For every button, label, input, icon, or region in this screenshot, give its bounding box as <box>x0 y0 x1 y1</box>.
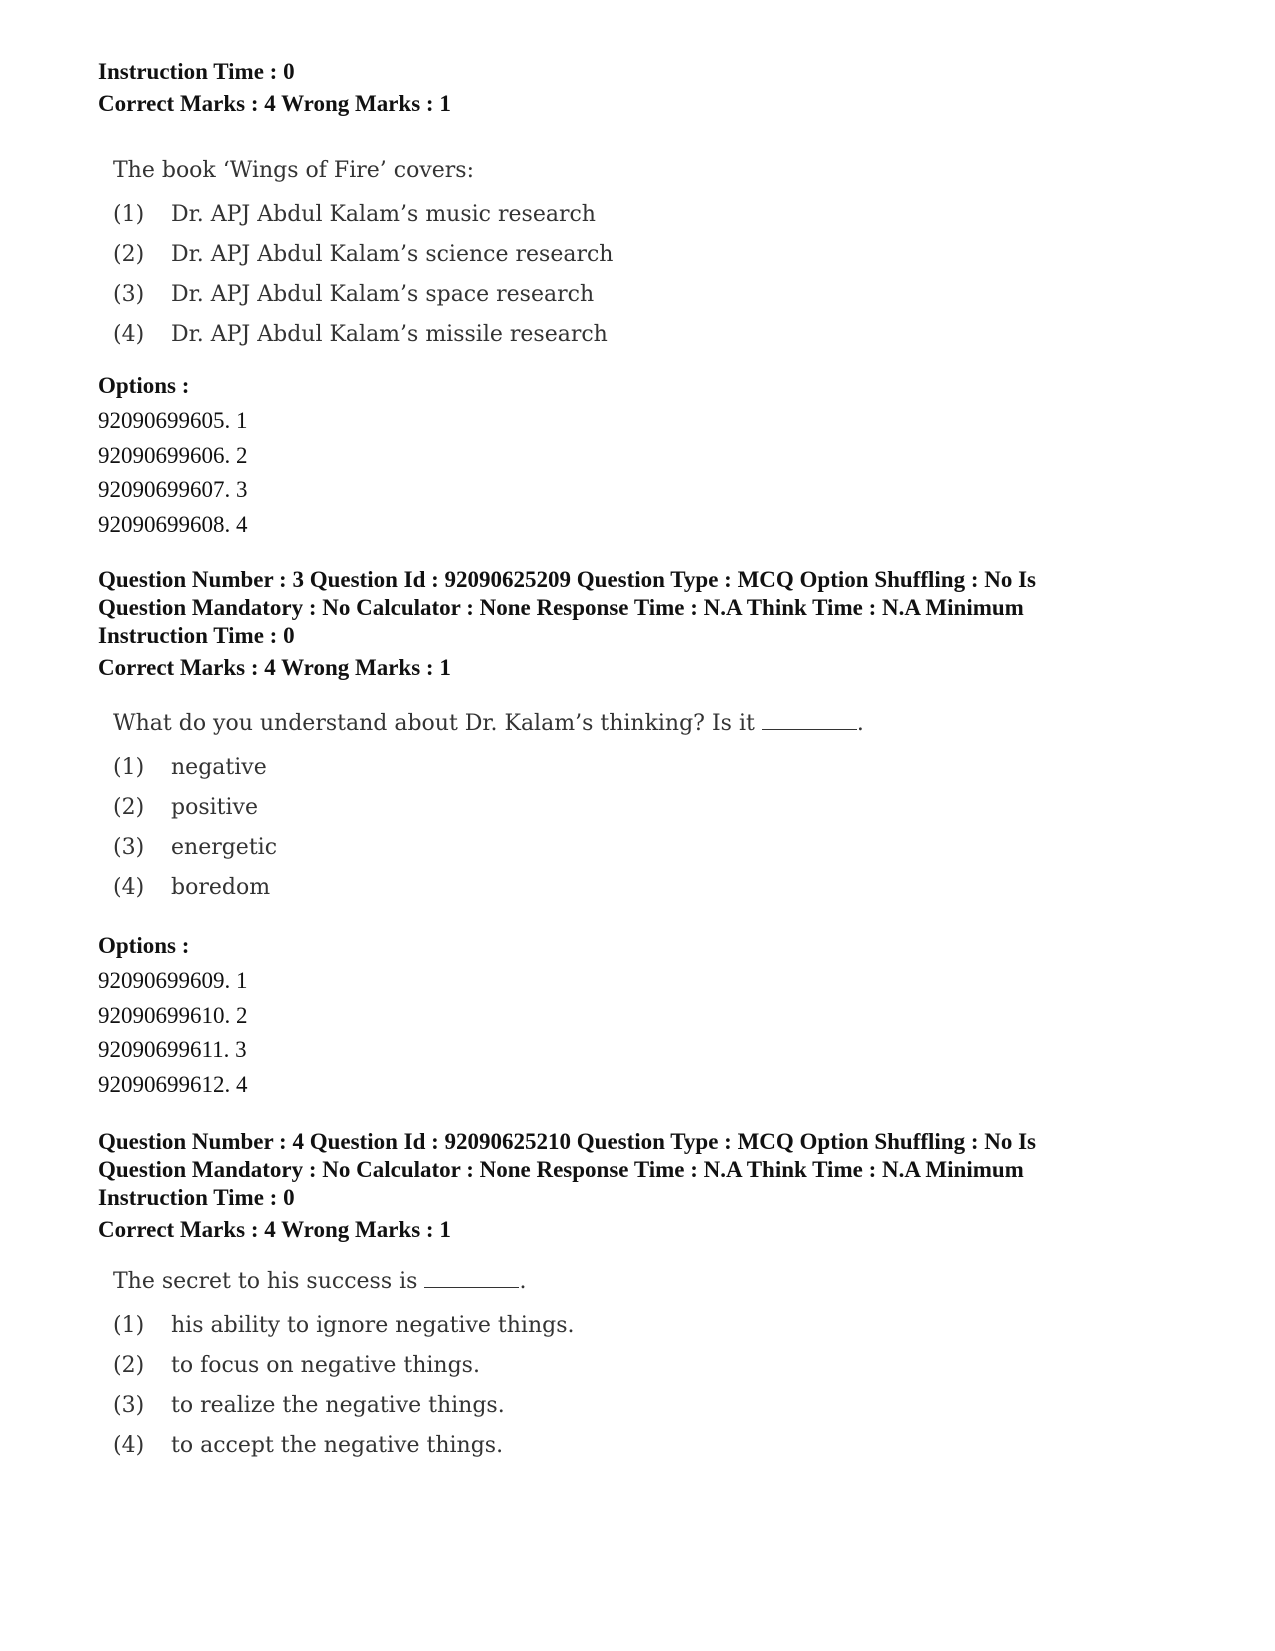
q3-choice: (2) positive <box>113 795 258 820</box>
q2-question <box>113 156 613 360</box>
q3-header <box>98 566 1188 682</box>
q2-header <box>98 58 1188 118</box>
option-item: 92090699609. 1 <box>98 968 248 993</box>
q4-choice: (2) to focus on negative things. <box>113 1353 480 1378</box>
q2-instruction-time: Instruction Time : 0 <box>98 59 295 84</box>
option-item: 92090699612. 4 <box>98 1071 248 1097</box>
q3-meta-line: Question Number : 3 Question Id : 92090625209 Question Type : MCQ Option Shuffling : No Is <box>98 567 1037 592</box>
q4-header <box>98 1128 1188 1244</box>
option-item: 92090699605. 1 <box>98 408 248 433</box>
answer-blank <box>762 709 857 730</box>
q4-choice: (1) his ability to ignore negative things. <box>113 1313 575 1338</box>
q3-instruction-time: Instruction Time : 0 <box>98 623 295 648</box>
q3-stem: What do you understand about Dr. Kalam’s thinking? Is it . <box>113 711 864 736</box>
q4-meta-line: Question Number : 4 Question Id : 92090625210 Question Type : MCQ Option Shuffling : No Is <box>98 1129 1037 1154</box>
options-label: Options : <box>98 373 190 398</box>
q4-question <box>113 1267 575 1471</box>
q4-meta-line: Question Mandatory : No Calculator : None Response Time : N.A Think Time : N.A Minimum <box>98 1157 1024 1182</box>
q2-choice: (4) Dr. APJ Abdul Kalam’s missile research <box>113 322 608 347</box>
q3-question <box>113 709 864 913</box>
q4-choice: (3) to realize the negative things. <box>113 1393 505 1418</box>
q3-choice: (3) energetic <box>113 835 278 860</box>
option-item: 92090699608. 4 <box>98 511 248 537</box>
q2-choice: (1) Dr. APJ Abdul Kalam’s music research <box>113 202 596 227</box>
q3-choice: (4) boredom <box>113 875 271 900</box>
q4-stem: The secret to his success is . <box>113 1269 527 1294</box>
q3-marks: Correct Marks : 4 Wrong Marks : 1 <box>98 655 451 680</box>
options-label: Options : <box>98 933 190 958</box>
q3-choice: (1) negative <box>113 755 267 780</box>
option-item: 92090699610. 2 <box>98 1002 248 1028</box>
q2-marks: Correct Marks : 4 Wrong Marks : 1 <box>98 91 451 116</box>
option-item: 92090699611. 3 <box>98 1037 247 1062</box>
q4-choice: (4) to accept the negative things. <box>113 1433 504 1458</box>
q3-options <box>98 932 248 1102</box>
q2-options <box>98 372 248 542</box>
answer-blank <box>424 1267 519 1288</box>
q4-instruction-time: Instruction Time : 0 <box>98 1185 295 1210</box>
option-item: 92090699607. 3 <box>98 477 248 502</box>
q3-meta-line: Question Mandatory : No Calculator : None Response Time : N.A Think Time : N.A Minimum <box>98 595 1024 620</box>
q2-choice: (3) Dr. APJ Abdul Kalam’s space research <box>113 282 595 307</box>
q2-stem: The book ‘Wings of Fire’ covers: <box>113 158 474 183</box>
option-item: 92090699606. 2 <box>98 442 248 468</box>
q4-marks: Correct Marks : 4 Wrong Marks : 1 <box>98 1217 451 1242</box>
q2-choice: (2) Dr. APJ Abdul Kalam’s science research <box>113 242 614 267</box>
